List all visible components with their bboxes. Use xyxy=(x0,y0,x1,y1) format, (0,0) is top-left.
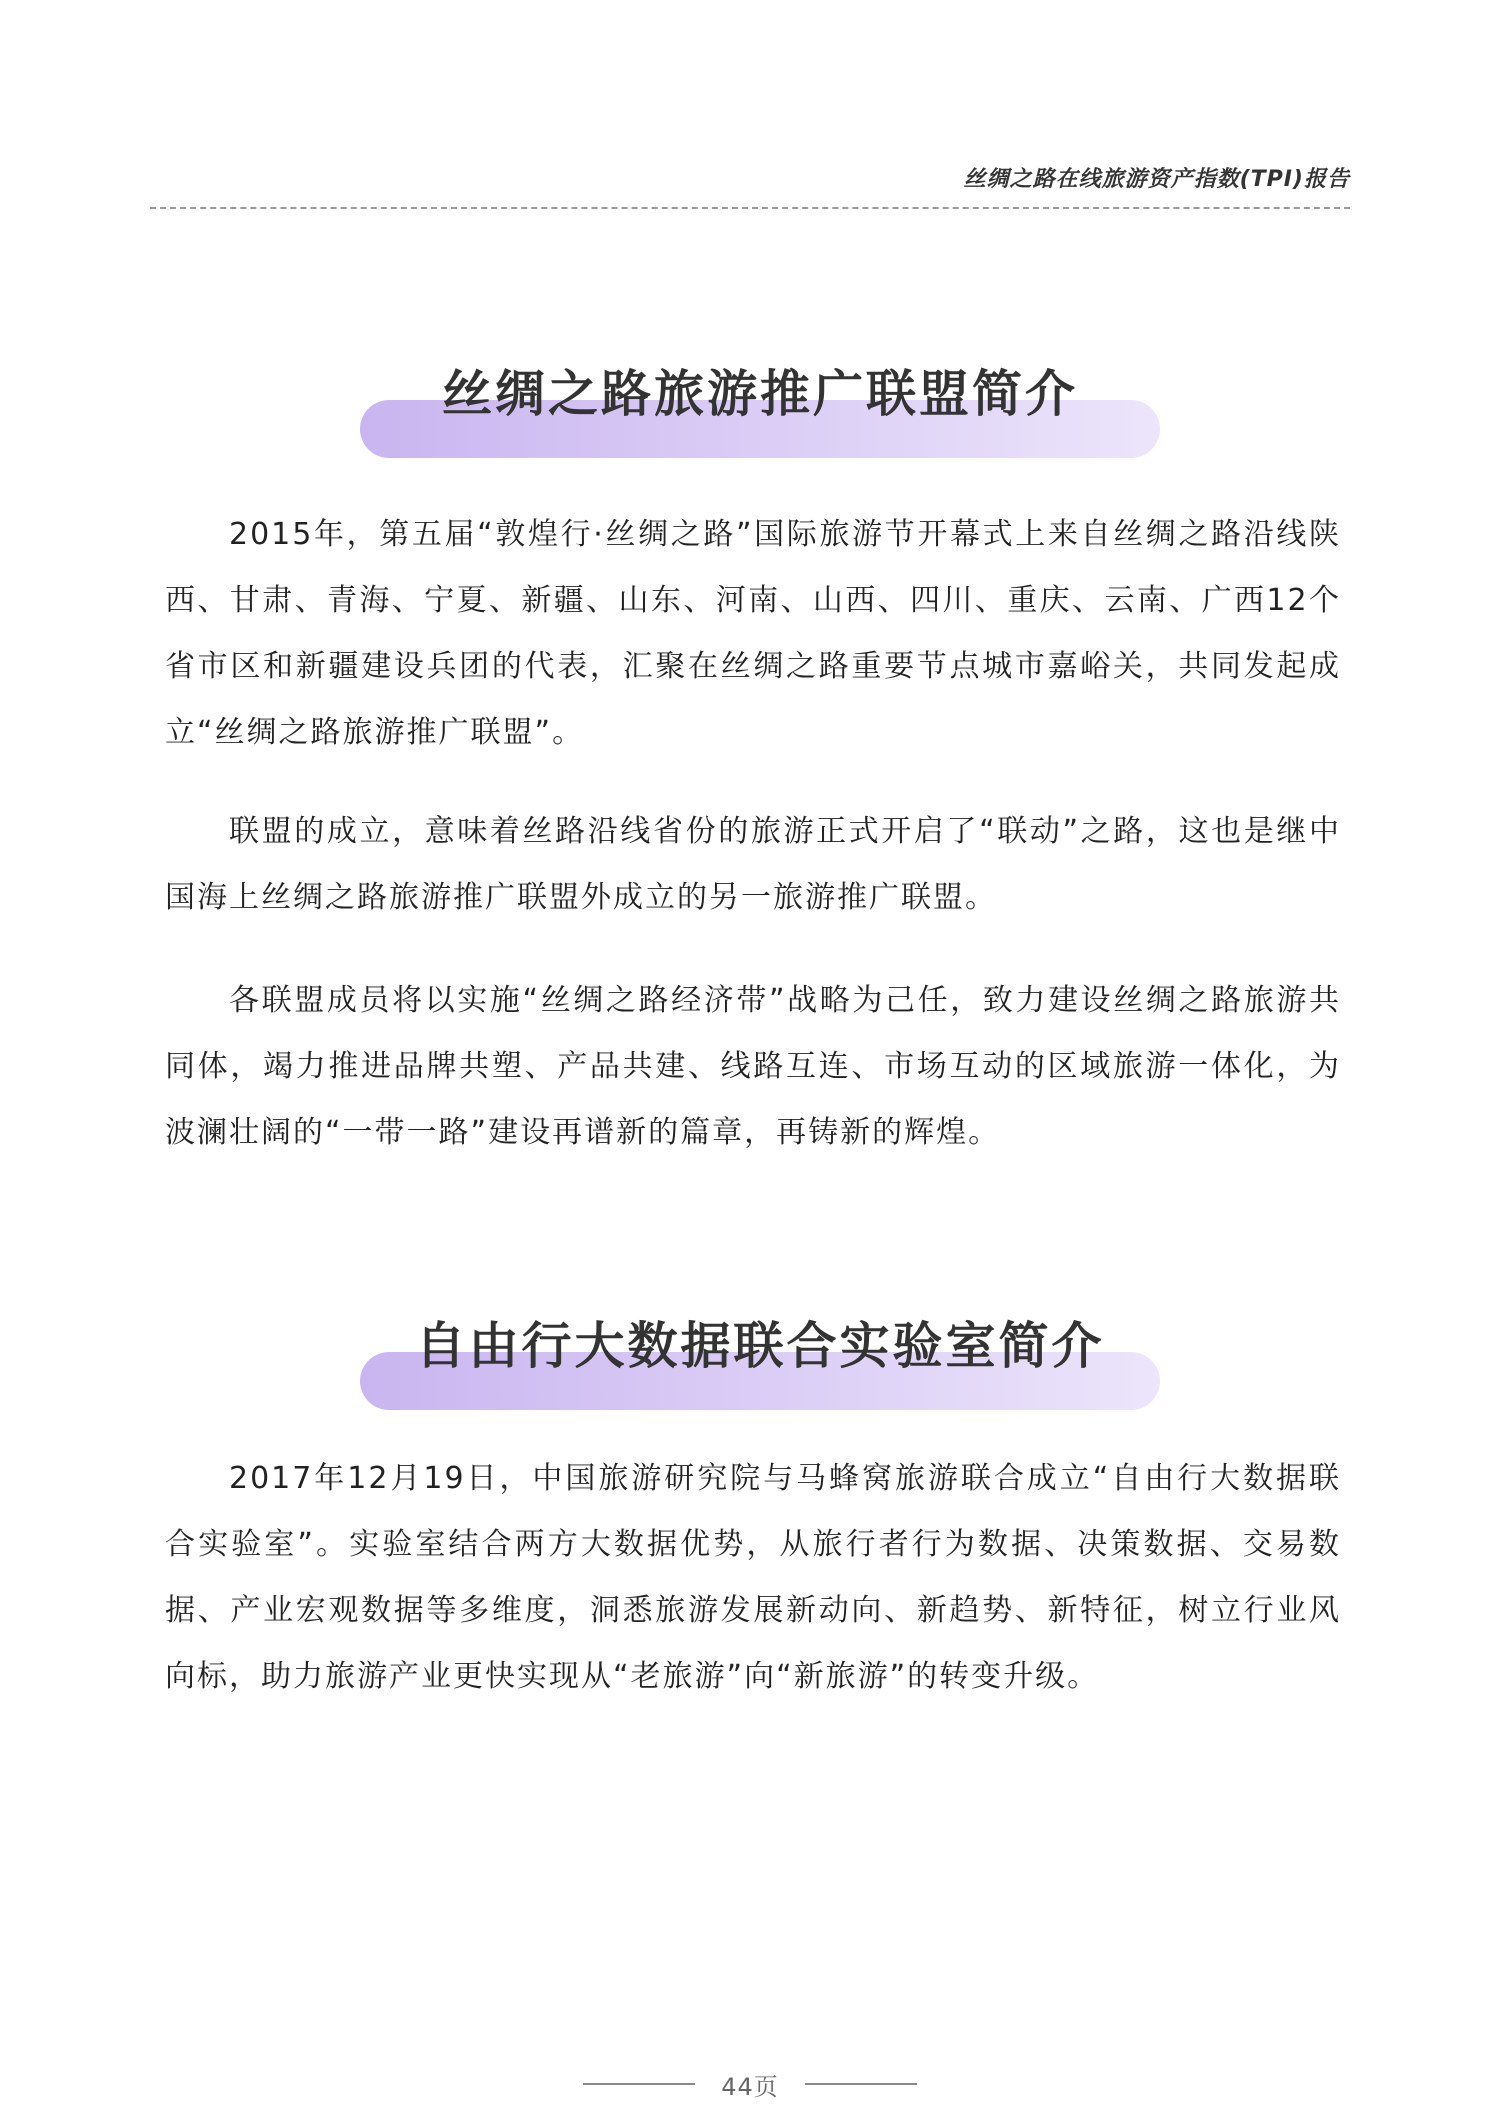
section-heading-lab xyxy=(360,1300,1160,1410)
body-paragraph: 各联盟成员将以实施“丝绸之路经济带”战略为己任，致力建设丝绸之路旅游共同体，竭力推进品牌共塑、产品共建、线路互连、市场互动的区域旅游一体化，为波澜壮阔的“一带一路”建设再谱新的篇章，再铸新的辉煌。 xyxy=(165,983,1341,1150)
section-heading-alliance xyxy=(360,348,1160,458)
section-title: 丝绸之路旅游推广联盟简介 xyxy=(442,365,1078,423)
section-title: 自由行大数据联合实验室简介 xyxy=(415,1317,1105,1375)
report-title: 丝绸之路在线旅游资产指数(TPI)报告 xyxy=(963,167,1350,192)
header-divider xyxy=(150,207,1350,209)
body-paragraph: 2017年12月19日，中国旅游研究院与马蜂窝旅游联合成立“自由行大数据联合实验室”。实验室结合两方大数据优势，从旅行者行为数据、决策数据、交易数据、产业宏观数据等多维度，洞悉旅游发展新动向、新趋势、新特征，树立行业风向标，助力旅游产业更快实现从“老旅游”向“新旅游”的转变升级。 xyxy=(165,1461,1341,1694)
page-number: 44页 xyxy=(721,2072,779,2101)
body-paragraph: 联盟的成立，意味着丝路沿线省份的旅游正式开启了“联动”之路，这也是继中国海上丝绸之路旅游推广联盟外成立的另一旅游推广联盟。 xyxy=(165,814,1341,915)
body-paragraph: 2015年，第五届“敦煌行·丝绸之路”国际旅游节开幕式上来自丝绸之路沿线陕西、甘肃、青海、宁夏、新疆、山东、河南、山西、四川、重庆、云南、广西12个省市区和新疆建设兵团的代表，汇聚在丝绸之路重要节点城市嘉峪关，共同发起成立“丝绸之路旅游推广联盟”。 xyxy=(165,517,1341,750)
page-footer xyxy=(0,2062,1500,2106)
footer-divider-right xyxy=(805,2083,917,2085)
footer-divider-left xyxy=(583,2083,695,2085)
